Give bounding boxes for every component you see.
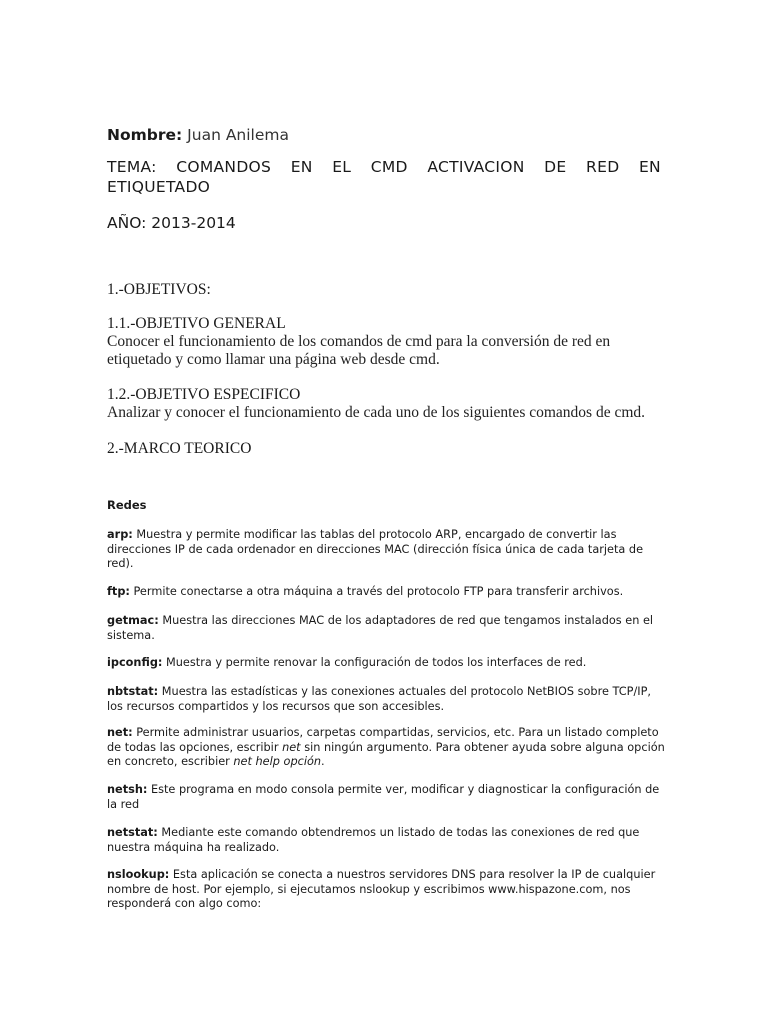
tema-word: DE [544,158,567,176]
command-description: . [321,755,325,768]
command-description: Permite administrar usuarios, carpetas compartidas, servicios, etc. Para un listado completo de todas las opciones, escribir [107,726,659,754]
command-entry-ftp [107,585,667,600]
command-description: Mediante este comando obtendremos un listado de todas las conexiones de red que nuestra máquina ha realizado. [107,826,640,854]
command-description: Muestra las estadísticas y las conexiones actuales del protocolo NetBIOS sobre TCP/IP, los recursos compartidos y los recursos que son accesibles. [107,685,651,713]
anio-label: AÑO: [107,214,147,232]
objetivos-title: 1.-OBJETIVOS: [107,281,211,298]
tema-word: TEMA: [107,158,157,176]
command-description: Muestra y permite modificar las tablas del protocolo ARP, encargado de convertir las direcciones IP de cada ordenador en direcciones MAC (dirección física única de cada tarjeta de red). [107,528,644,570]
tema-line-1 [107,157,661,177]
command-entry-nbtstat [107,685,667,714]
command-name: netstat: [107,826,158,839]
command-name: netsh: [107,783,148,796]
tema-word: ACTIVACION [427,158,525,176]
command-entry-ipconfig [107,656,667,671]
command-description: Permite conectarse a otra máquina a través del protocolo FTP para transferir archivos. [129,585,624,598]
command-entry-netstat [107,826,667,855]
command-description: Muestra las direcciones MAC de los adaptadores de red que tengamos instalados en el sistema. [107,614,654,642]
objetivo-especifico-body: Analizar y conocer el funcionamiento de cada uno de los siguientes comandos de cmd. [107,404,646,421]
tema-line-2: ETIQUETADO [107,178,211,196]
objetivo-especifico-title: 1.2.-OBJETIVO ESPECIFICO [107,386,301,403]
nombre-label: Nombre: [107,126,183,144]
marco-teorico-title: 2.-MARCO TEORICO [107,440,252,457]
anio-value: 2013-2014 [151,214,236,232]
command-description: Esta aplicación se conecta a nuestros servidores DNS para resolver la IP de cualquier nombre de host. Por ejemplo, si ejecutamos nslookup y escribimos www.hispazone.com, nos responderá con algo como: [107,868,656,910]
command-name: nbtstat: [107,685,159,698]
tema-word: CMD [370,158,408,176]
command-name: nslookup: [107,868,170,881]
anio-line [107,213,236,233]
command-entry-netsh [107,783,667,812]
tema-word: EN [638,158,661,176]
command-name: ftp: [107,585,130,598]
command-entry-arp [107,528,667,572]
command-entry-nslookup [107,868,667,912]
nombre-value: Juan Anilema [187,126,289,144]
command-description: Muestra y permite renovar la configuración de todos los interfaces de red. [162,656,587,669]
tema-heading [107,157,661,197]
command-name: net: [107,726,133,739]
command-entry-getmac [107,614,667,643]
tema-word: EN [290,158,313,176]
tema-word: RED [586,158,620,176]
command-name: getmac: [107,614,159,627]
command-keyword: net [282,740,301,754]
objetivo-general-body: Conocer el funcionamiento de los comandos de cmd para la conversión de red en etiquetado y como llamar una página web desde cmd. [107,333,611,368]
objetivo-especifico-section [107,386,661,422]
command-keyword: net help opción [233,755,322,768]
command-description: sin ningún argumento. Para obtener ayuda sobre alguna opción en concreto, escribier [107,740,665,768]
tema-word: COMANDOS [176,158,272,176]
objetivo-general-title: 1.1.-OBJETIVO GENERAL [107,315,286,332]
objetivo-general-section [107,315,661,369]
redes-title: Redes [107,497,147,512]
command-name: ipconfig: [107,656,163,669]
command-name: arp: [107,528,133,541]
tema-word: EL [332,158,352,176]
nombre-line [107,125,289,145]
command-description: Este programa en modo consola permite ver, modificar y diagnosticar la configuración de la red [107,783,660,811]
command-entry-net [107,726,667,770]
